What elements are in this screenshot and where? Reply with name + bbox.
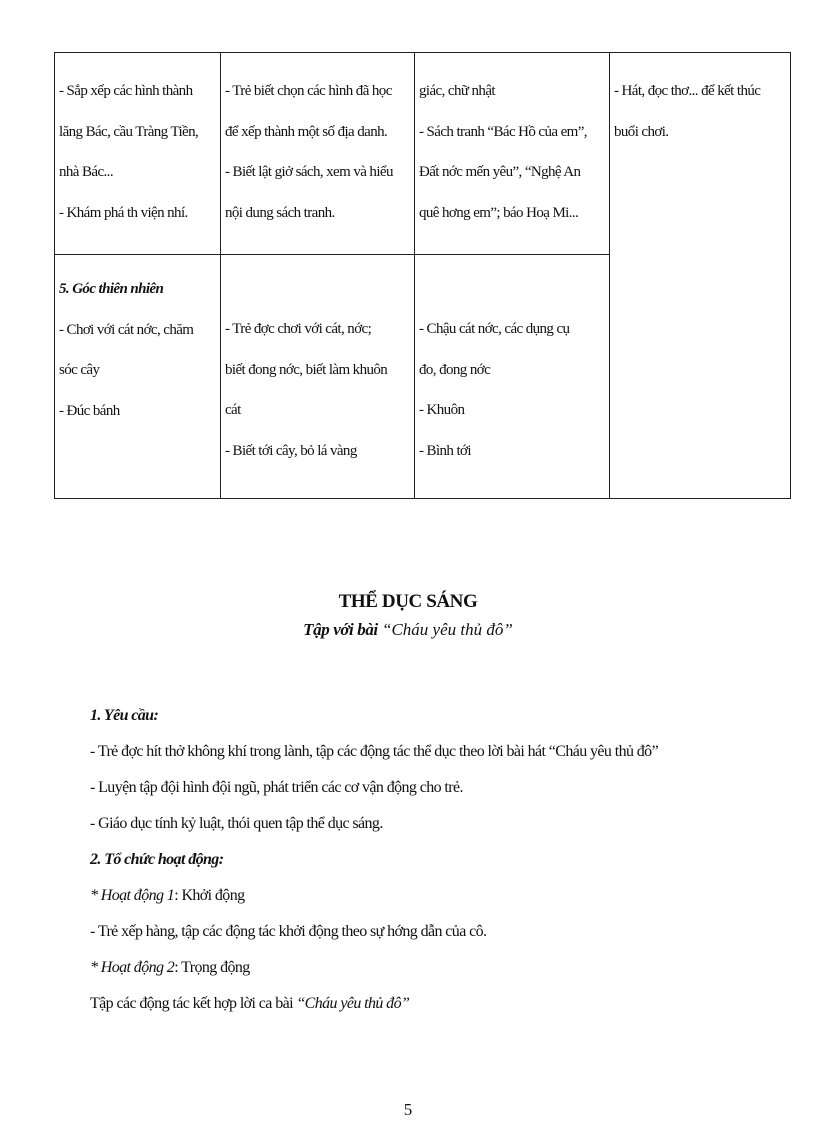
cell-line: nhà Bác... <box>59 164 113 180</box>
requirement-item: - Luyện tập đội hình đội ngũ, phát triển các cơ vận động cho trẻ. <box>90 779 463 796</box>
corner-title: 5. Góc thiên nhiên <box>59 281 164 297</box>
subtitle-prefix: Tập với bài <box>303 620 378 639</box>
cell-line: giác, chữ nhật <box>419 83 495 99</box>
cell-line: sóc cây <box>59 362 100 378</box>
activity-2-desc <box>90 986 770 1022</box>
cell-line: - Bình tới <box>419 442 471 459</box>
cell-line: - Hát, đọc thơ... để kết thúc <box>614 83 761 99</box>
cell-line: để xếp thành một số địa danh. <box>225 123 388 140</box>
cell-materials <box>415 255 610 499</box>
activity-2-desc-prefix: Tập các động tác kết hợp lời ca bài <box>90 995 297 1012</box>
requirement-item: - Trẻ đợc hít thở không khí trong lành, tập các động tác thể dục theo lời bài hát “Cháu yêu thủ đô” <box>90 743 659 760</box>
cell-line: - Khuôn <box>419 402 465 418</box>
activity-2-line <box>90 950 770 986</box>
page-number: 5 <box>403 1100 413 1119</box>
cell-line: - Chậu cát nớc, các dụng cụ <box>419 321 570 337</box>
activity-2-label: * Hoạt động 2 <box>90 959 175 976</box>
cell-line: - Biết lật giở sách, xem và hiểu <box>225 164 393 180</box>
cell-activity <box>55 53 221 255</box>
cell-line: lăng Bác, cầu Tràng Tiền, <box>59 123 199 140</box>
cell-activity <box>55 255 221 499</box>
exercise-body <box>90 698 770 1022</box>
cell-line: - Biết tới cây, bỏ lá vàng <box>225 442 357 459</box>
cell-line: cát <box>225 402 241 418</box>
cell-line: đo, đong nớc <box>419 361 491 378</box>
cell-line: - Đúc bánh <box>59 402 120 419</box>
cell-line: nội dung sách tranh. <box>225 204 335 221</box>
section-title: THỂ DỤC SÁNG <box>338 591 478 612</box>
section-subtitle <box>0 620 816 640</box>
cell-line: Đất nớc mến yêu”, “Nghệ An <box>419 164 581 180</box>
requirement-item: - Giáo dục tính kỷ luật, thói quen tập thể dục sáng. <box>90 815 383 832</box>
activity-2-text: : Trọng động <box>174 959 250 976</box>
subtitle-song: “Cháu yêu thủ đô” <box>382 620 513 639</box>
requirements-heading: 1. Yêu cầu: <box>90 707 159 724</box>
cell-line: buổi chơi. <box>614 123 669 140</box>
table-row <box>55 53 791 255</box>
cell-line: - Khám phá th viện nhí. <box>59 204 188 221</box>
cell-line: - Chơi với cát nớc, chăm <box>59 321 194 338</box>
activity-2-desc-song: “Cháu yêu thủ đô” <box>296 995 410 1012</box>
cell-line: - Trẻ đợc chơi với cát, nớc; <box>225 321 372 337</box>
cell-goals <box>221 53 415 255</box>
cell-line: quê hơng em”; báo Hoạ Mi... <box>419 204 579 221</box>
cell-line: - Sách tranh “Bác Hồ của em”, <box>419 123 587 140</box>
activity-1-line <box>90 878 770 914</box>
cell-line: - Sắp xếp các hình thành <box>59 83 193 99</box>
cell-conclusion <box>610 53 791 499</box>
cell-line: - Trẻ biết chọn các hình đã học <box>225 83 392 99</box>
organization-heading: 2. Tổ chức hoạt động: <box>90 851 224 868</box>
activity-1-desc: - Trẻ xếp hàng, tập các động tác khởi động theo sự hớng dẫn của cô. <box>90 923 487 940</box>
activity-1-text: : Khởi động <box>174 887 245 904</box>
cell-line: biết đong nớc, biết làm khuôn <box>225 361 388 378</box>
activity-1-label: * Hoạt động 1 <box>90 887 175 904</box>
activity-table <box>54 52 791 499</box>
cell-goals <box>221 255 415 499</box>
cell-materials <box>415 53 610 255</box>
